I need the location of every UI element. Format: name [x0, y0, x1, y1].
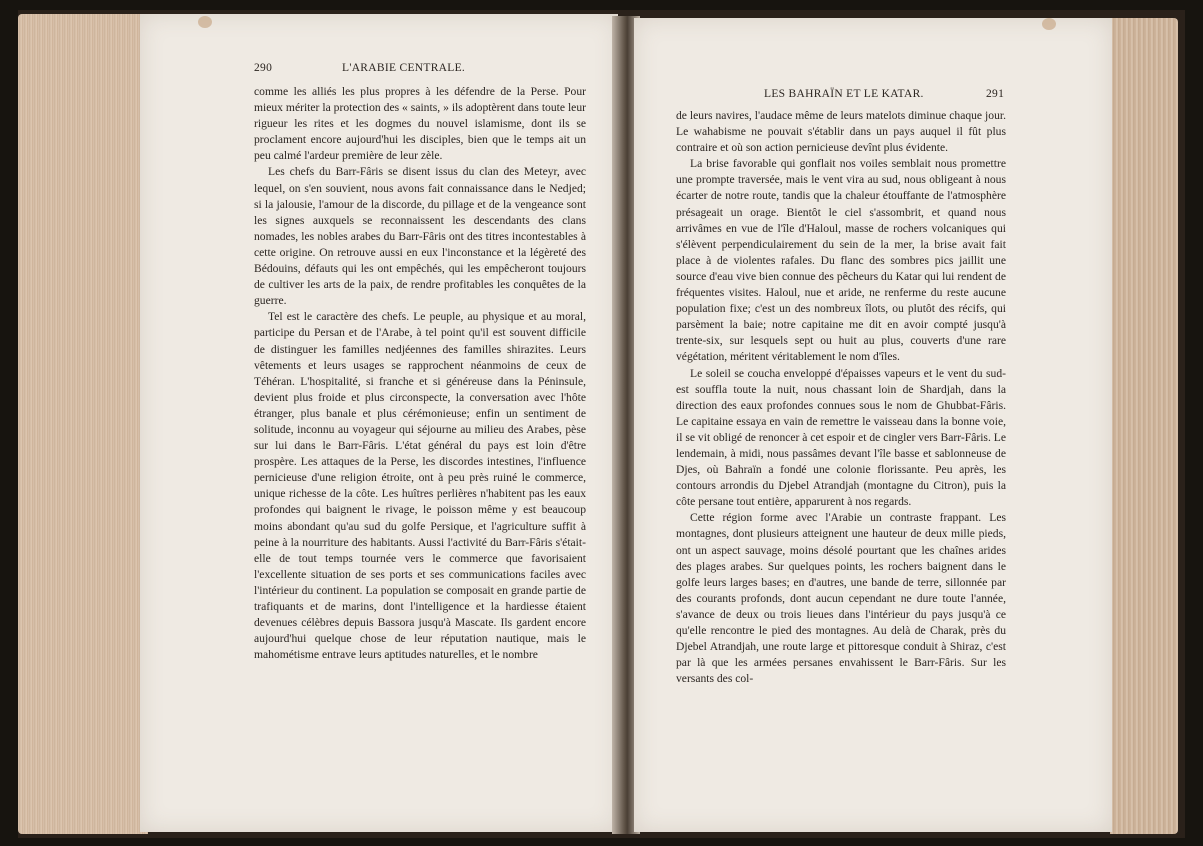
paragraph: comme les alliés les plus propres à les défendre de la Perse. Pour mieux mériter la protection des « saints, » ils adoptèrent dans toute leur rigueur les rites et les dogmes du nouvel islamisme, dont ils se proclament encore aujourd'hui les disciples, bien que le temps ait un peu calmé l'ardeur première de leur zèle. [254, 85, 586, 163]
left-page-text [254, 84, 586, 663]
left-page [140, 14, 618, 832]
left-running-title: L'ARABIE CENTRALE. [342, 62, 466, 74]
paragraph: Cette région forme avec l'Arabie un contraste frappant. Les montagnes, dont plusieurs atteignent une hauteur de deux mille pieds, ont un aspect sauvage, moins désolé pourtant que les chaînes arides des plages arabes. Sur quelques points, les rochers baignent dans le golfe leurs larges bases; en d'autres, une bande de terre, sillonnée par des courants profonds, dont aucun cependant ne dure toute l'année, s'avance de deux ou trois lieues dans l'intérieur du pays jusqu'à ce qu'elle rencontre le pied des montagnes. Au delà de Charak, près du Djebel Atrandjah, une route large et pittoresque conduit à Shiraz, c'est par là que les armées persanes envahissent le Barr-Fâris. Sur les versants des col- [676, 511, 1006, 686]
paragraph: Le soleil se coucha enveloppé d'épaisses vapeurs et le vent du sud-est souffla toute la nuit, nous chassant loin de Shardjah, dans la direction des eaux profondes connues sous le nom de Ghubbat-Fâris. Le capitaine essaya en vain de remettre le vaisseau dans la bonne voie, il se vit obligé de renoncer à cet espoir et de cingler vers Barr-Fâris. Le lendemain, à midi, nous passâmes devant l'île basse et sablonneuse de Djes, où Bahraïn a fondé une colonie florissante. Peu après, les contours arrondis du Djebel Atrandjah (montagne du Citron), puis la côte persane tout entière, apparurent à nos regards. [676, 366, 1006, 509]
paper-stain [198, 16, 212, 28]
page-edges-left [18, 14, 148, 834]
right-page-text [676, 108, 1006, 687]
paper-stain [1042, 18, 1056, 30]
right-page-number: 291 [986, 88, 1005, 100]
paragraph: Les chefs du Barr-Fâris se disent issus du clan des Meteyr, avec lequel, on s'en souvient, nous avons fait connaissance dans le Nedjed; si la jalousie, l'amour de la discorde, du pillage et de la vengeance sont les signes auxquels se reconnaissent les descendants des clans nomades, les nobles arabes du Barr-Fâris ont des titres incontestables à cette origine. On retrouve aussi en eux l'inconstance et la légèreté des Bédouins, défauts qui les ont empêchés, qui les empêcheront toujours de cultiver les arts de la paix, de rendre profitables les conquêtes de la guerre. [254, 165, 586, 308]
right-running-title: LES BAHRAÏN ET LE KATAR. [764, 88, 924, 100]
paragraph: La brise favorable qui gonflait nos voiles semblait nous promettre une prompte traversée, mais le vent vira au sud, nous obligeant à nous écarter de notre route, tandis que la chaleur étouffante de l'atmosphère présageait un orage. Bientôt le ciel s'assombrit, et quand nous arrivâmes en vue de l'île d'Haloul, masse de rochers volcaniques qui s'élèvent perpendiculairement du sein de la mer, la brise avait fait place à de violentes rafales. Du flanc des sombres pics jaillit une source d'eau vive bien connue des pêcheurs du Katar qui lui rendent de fréquentes visites. Haloul, nue et aride, ne renferme du reste aucune population fixe; c'est un des nombreux îlots, ou plutôt des récifs, qui parsèment la baie; notre capitaine me dit en avoir compté jusqu'à trente-six, sur lesquels sept ou huit au plus, couverts d'une rare végétation, méritent véritablement le nom d'îles. [676, 157, 1006, 364]
paragraph: Tel est le caractère des chefs. Le peuple, au physique et au moral, participe du Persan et de l'Arabe, à tel point qu'il est souvent difficile de distinguer les familles nedjéennes des familles shirazites. Leurs vêtements et leurs usages se rapprochent néanmoins de ceux de Téhéran. L'hospitalité, si franche et si généreuse dans la Péninsule, devient plus froide et plus circonspecte, la conversation avec l'hôte étranger, plus banale et plus cérémonieuse; enfin un sentiment de solitude, inconnu au voyageur qui séjourne au milieu des Arabes, pèse sur lui dans le Barr-Fâris. L'état général du pays est loin d'être prospère. Les attaques de la Perse, les discordes intestines, l'influence pernicieuse d'une religion étroite, ont à peu près ruiné le commerce, unique richesse de la côte. Les huîtres perlières n'habitent pas les eaux profondes qui baignent le rivage, le poisson même y est beaucoup moins abondant qu'au sud du golfe Persique, et l'agriculture suffit à peine à la nourriture des habitants. Aussi l'activité du Barr-Fâris s'était-elle de tout temps tournée vers le commerce que favorisaient l'excellente situation de ses ports et ses communications faciles avec l'intérieur du continent. La population se composait en grande partie de trafiquants et de marins, dont l'intelligence et la hardiesse étaient devenues célèbres depuis Bassora jusqu'à Mascate. Ils gardent encore aujourd'hui quelque chose de leur réputation nautique, mais le mahométisme entrave leurs aptitudes naturelles, et le nombre [254, 310, 586, 662]
paragraph: de leurs navires, l'audace même de leurs matelots diminue chaque jour. Le wahabisme ne pouvait s'établir dans un pays auquel il fût plus contraire et où son action pernicieuse devînt plus évidente. [676, 109, 1006, 155]
page-edges-right [1110, 18, 1178, 834]
right-page [634, 18, 1112, 832]
left-page-number: 290 [254, 62, 273, 74]
